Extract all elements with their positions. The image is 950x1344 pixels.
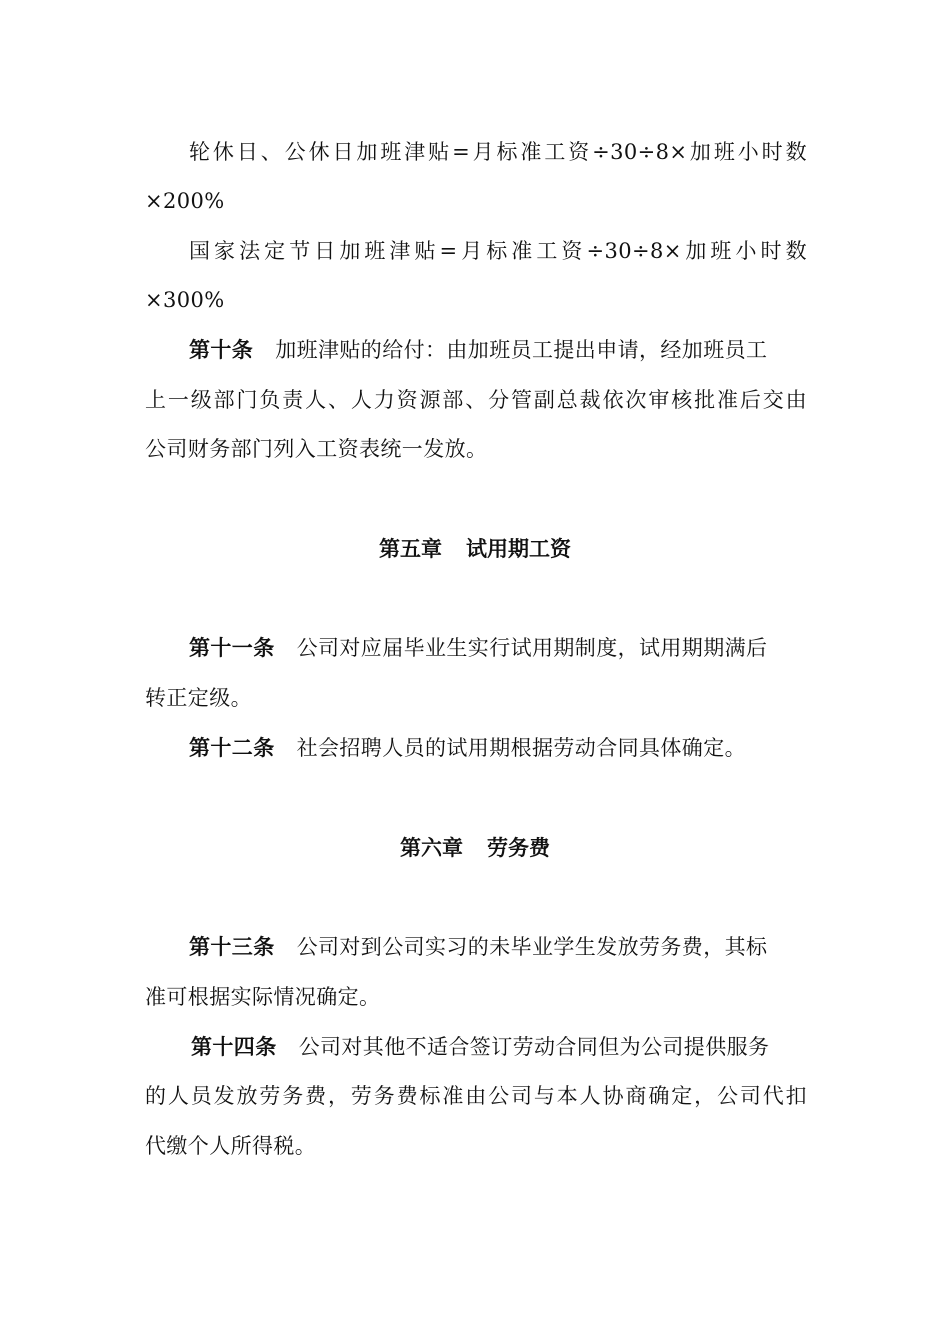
- formula-holiday-line2: ×300%: [145, 288, 225, 312]
- article-14-text: 公司对其他不适合签订劳动合同但为公司提供服务: [298, 1035, 770, 1059]
- article-14-label: 第十四条: [191, 1034, 277, 1059]
- chapter-5-title: 试用期工资: [466, 536, 571, 561]
- article-11-text: 公司对应届毕业生实行试用期制度，试用期期满后: [296, 636, 768, 660]
- article-13-line2: 准可根据实际情况确定。: [145, 985, 381, 1009]
- chapter-6-number: 第六章: [400, 835, 463, 860]
- article-12-text: 社会招聘人员的试用期根据劳动合同具体确定。: [296, 736, 747, 760]
- chapter-6-title: 劳务费: [487, 835, 550, 860]
- article-10-text: 加班津贴的给付：由加班员工提出申请，经加班员工: [275, 338, 768, 362]
- article-10-line3: 公司财务部门列入工资表统一发放。: [145, 437, 488, 461]
- chapter-5-number: 第五章: [379, 536, 442, 561]
- article-12-line1: [189, 733, 807, 763]
- article-14-line2: 的人员发放劳务费，劳务费标准由公司与本人协商确定，公司代扣: [145, 1084, 807, 1108]
- article-11-line1: [189, 633, 807, 663]
- chapter-6-heading: [0, 833, 950, 863]
- formula-rest-day-line2: ×200%: [145, 189, 225, 213]
- article-13-label: 第十三条: [189, 934, 275, 959]
- formula-rest-day-line1: 轮休日、公休日加班津贴=月标准工资÷30÷8×加班小时数: [189, 140, 807, 164]
- article-14-line1: [191, 1032, 807, 1062]
- chapter-5-heading: [0, 534, 950, 564]
- article-10-line2: 上一级部门负责人、人力资源部、分管副总裁依次审核批准后交由: [145, 388, 807, 412]
- article-13-line1: [189, 932, 807, 962]
- article-14-line3: 代缴个人所得税。: [145, 1134, 317, 1158]
- formula-holiday-line1: 国家法定节日加班津贴=月标准工资÷30÷8×加班小时数: [189, 239, 807, 263]
- article-12-label: 第十二条: [189, 735, 275, 760]
- article-10-line1: [189, 335, 807, 365]
- article-10-label: 第十条: [189, 337, 254, 362]
- article-11-line2: 转正定级。: [145, 686, 252, 710]
- article-13-text: 公司对到公司实习的未毕业学生发放劳务费，其标: [296, 935, 768, 959]
- article-11-label: 第十一条: [189, 635, 275, 660]
